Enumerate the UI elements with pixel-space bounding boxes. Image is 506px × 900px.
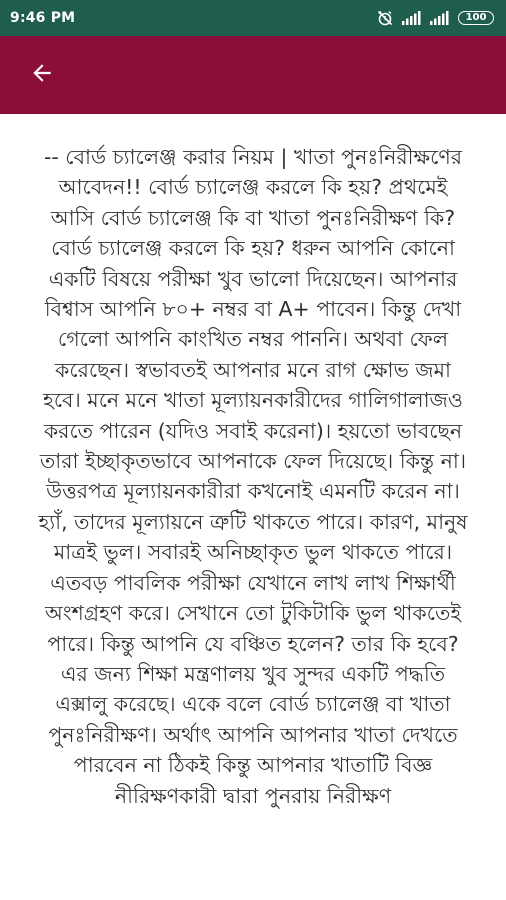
status-time: 9:46 PM: [10, 10, 76, 26]
back-button[interactable]: [14, 47, 70, 103]
signal-icon: [430, 11, 450, 25]
article-content[interactable]: [0, 114, 506, 900]
signal-icon: [402, 11, 422, 25]
app-bar: [0, 36, 506, 114]
alarm-off-icon: [376, 9, 394, 27]
arrow-back-icon: [29, 60, 55, 90]
battery-level: 100: [465, 12, 487, 23]
article-body: -- বোর্ড চ্যালেঞ্জ করার নিয়ম | খাতা পুনঃনিরীক্ষণের আবেদন!! বোর্ড চ্যালেঞ্জ করলে কি হয়? প্রথমেই আসি বোর্ড চ্যালেঞ্জ কি বা খাতা পুনঃনিরীক্ষণ কি? বোর্ড চ্যালেঞ্জ করলে কি হয়? ধরুন আপনি কোনো একটি বিষয়ে পরীক্ষা খুব ভালো দিয়েছেন। আপনার বিশ্বাস আপনি ৮০+ নম্বর বা A+ পাবেন। কিন্তু দেখা গেলো আপনি কাংখিত নম্বর পাননি। অথবা ফেল করেছেন। স্বভাবতই আপনার মনে রাগ ক্ষোভ জমা হবে। মনে মনে খাতা মূল্যায়নকারীদের গালিগালাজও করতে পারেন (যদিও সবাই করেনা)। হয়তো ভাবছেন তারা ইচ্ছাকৃতভাবে আপনাকে ফেল দিয়েছে। কিন্তু না। উত্তরপত্র মূল্যায়নকারীরা কখনোই এমনটি করেন না। হ্যাঁ, তাদের মূল্যায়নে ত্রুটি থাকতে পারে। কারণ, মানুষ মাত্রই ভুল। সবারই অনিচ্ছাকৃত ভুল থাকতে পারে। এতবড় পাবলিক পরীক্ষা যেখানে লাখ লাখ শিক্ষার্থী অংশগ্রহণ করে। সেখানে তো টুকিটাকি ভুল থাকতেই পারে। কিন্তু আপনি যে বঞ্চিত হলেন? তার কি হবে? এর জন্য শিক্ষা মন্ত্রণালয় খুব সুন্দর একটি পদ্ধতি এক্সালু করেছে। একে বলে বোর্ড চ্যালেঞ্জ বা খাতা পুনঃনিরীক্ষণ। অর্থাৎ আপনি আপনার খাতা দেখতে পারবেন না ঠিকই কিন্তু আপনার খাতাটি বিজ্ঞ নীরিক্ষণকারী দ্বারা পুনরায় নিরীক্ষণ: [38, 145, 468, 808]
status-icons: [376, 9, 494, 27]
status-bar: [0, 0, 506, 36]
battery-icon: [458, 11, 494, 25]
